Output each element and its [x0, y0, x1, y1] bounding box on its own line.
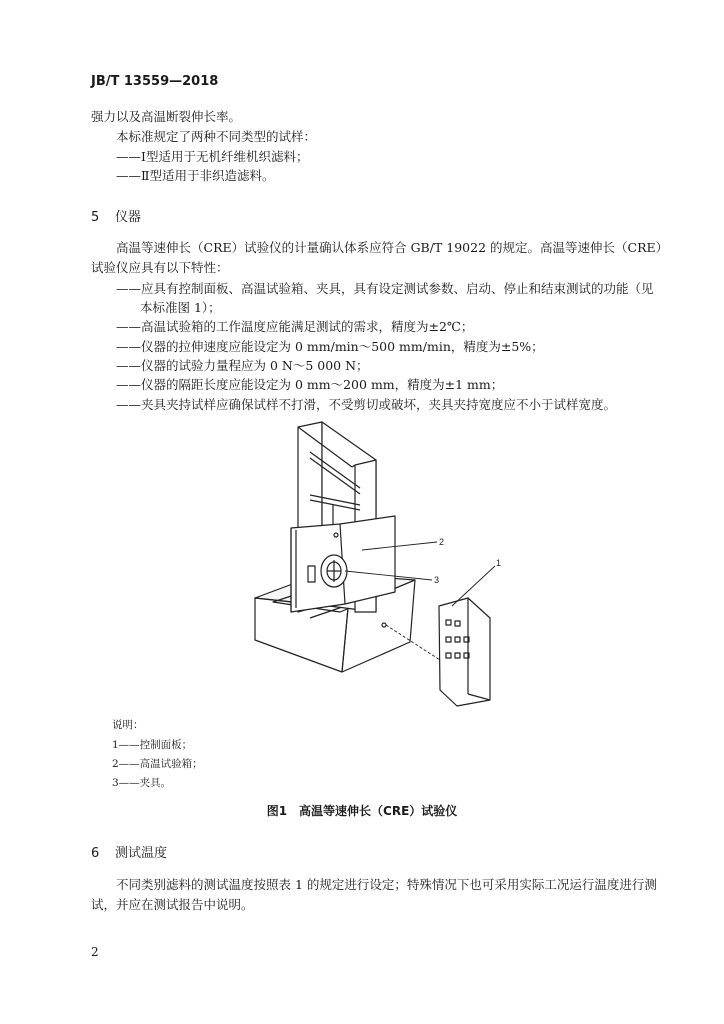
- requirement-item: ——应具有控制面板、高温试验箱、夹具，具有设定测试参数、启动、停止和结束测试的功能（见: [116, 281, 654, 296]
- standard-number: JB/T 13559—2018: [91, 74, 219, 89]
- figure-legend-item: 3——夹具。: [112, 777, 172, 789]
- figure-caption: 图1 高温等速伸长（CRE）试验仪: [266, 804, 458, 818]
- callout-label-3: 3: [434, 575, 440, 585]
- figure-legend-title: 说明：: [112, 719, 144, 731]
- intro-line: 强力以及高温断裂伸长率。: [91, 109, 242, 124]
- requirement-item: ——夹具夹持试样应确保试样不打滑，不受剪切或破坏，夹具夹持宽度应不小于试样宽度。: [116, 397, 617, 412]
- requirement-item: ——仪器的拉伸速度应能设定为 0 mm/min～500 mm/min，精度为±5%；: [116, 339, 544, 354]
- section-5-heading: [91, 206, 141, 225]
- section-6-paragraph-line: 试，并应在测试报告中说明。: [91, 897, 254, 912]
- requirement-item-continuation: 本标准图 1）；: [140, 300, 221, 315]
- control-panel: [439, 598, 490, 706]
- section-title: 仪器: [115, 210, 142, 225]
- section-number: 5: [91, 210, 100, 225]
- intro-list-item: ——Ⅱ型适用于非织造滤料。: [116, 168, 275, 183]
- cre-tester-drawing: [240, 420, 510, 710]
- callout-label-2: 2: [439, 537, 445, 547]
- section-5-paragraph-line: 高温等速伸长（CRE）试验仪的计量确认体系应符合 GB/T 19022 的规定。高温等速伸长（CRE）: [116, 240, 669, 255]
- figure-legend-item: 2——高温试验箱；: [112, 758, 203, 770]
- section-6-heading: [91, 842, 167, 861]
- callout-label-1: 1: [496, 558, 502, 568]
- section-title: 测试温度: [115, 846, 168, 861]
- section-6-paragraph-line: 不同类别滤料的测试温度按照表 1 的规定进行设定；特殊情况下也可采用实际工况运行温度进行测: [116, 877, 657, 892]
- intro-line: 本标准规定了两种不同类型的试样：: [116, 129, 317, 144]
- requirement-item: ——高温试验箱的工作温度应能满足测试的需求，精度为±2℃；: [116, 319, 474, 334]
- intro-list-item: ——Ⅰ型适用于无机纤维机织滤料；: [116, 149, 309, 164]
- section-number: 6: [91, 846, 100, 861]
- requirement-item: ——仪器的隔距长度应能设定为 0 mm～200 mm，精度为±1 mm；: [116, 377, 504, 392]
- figure-legend-item: 1——控制面板；: [112, 739, 193, 751]
- page-number: 2: [91, 945, 99, 959]
- section-5-paragraph-line: 试验仪应具有以下特性：: [91, 260, 229, 275]
- requirement-item: ——仪器的试验力量程应为 0 N～5 000 N；: [116, 358, 369, 373]
